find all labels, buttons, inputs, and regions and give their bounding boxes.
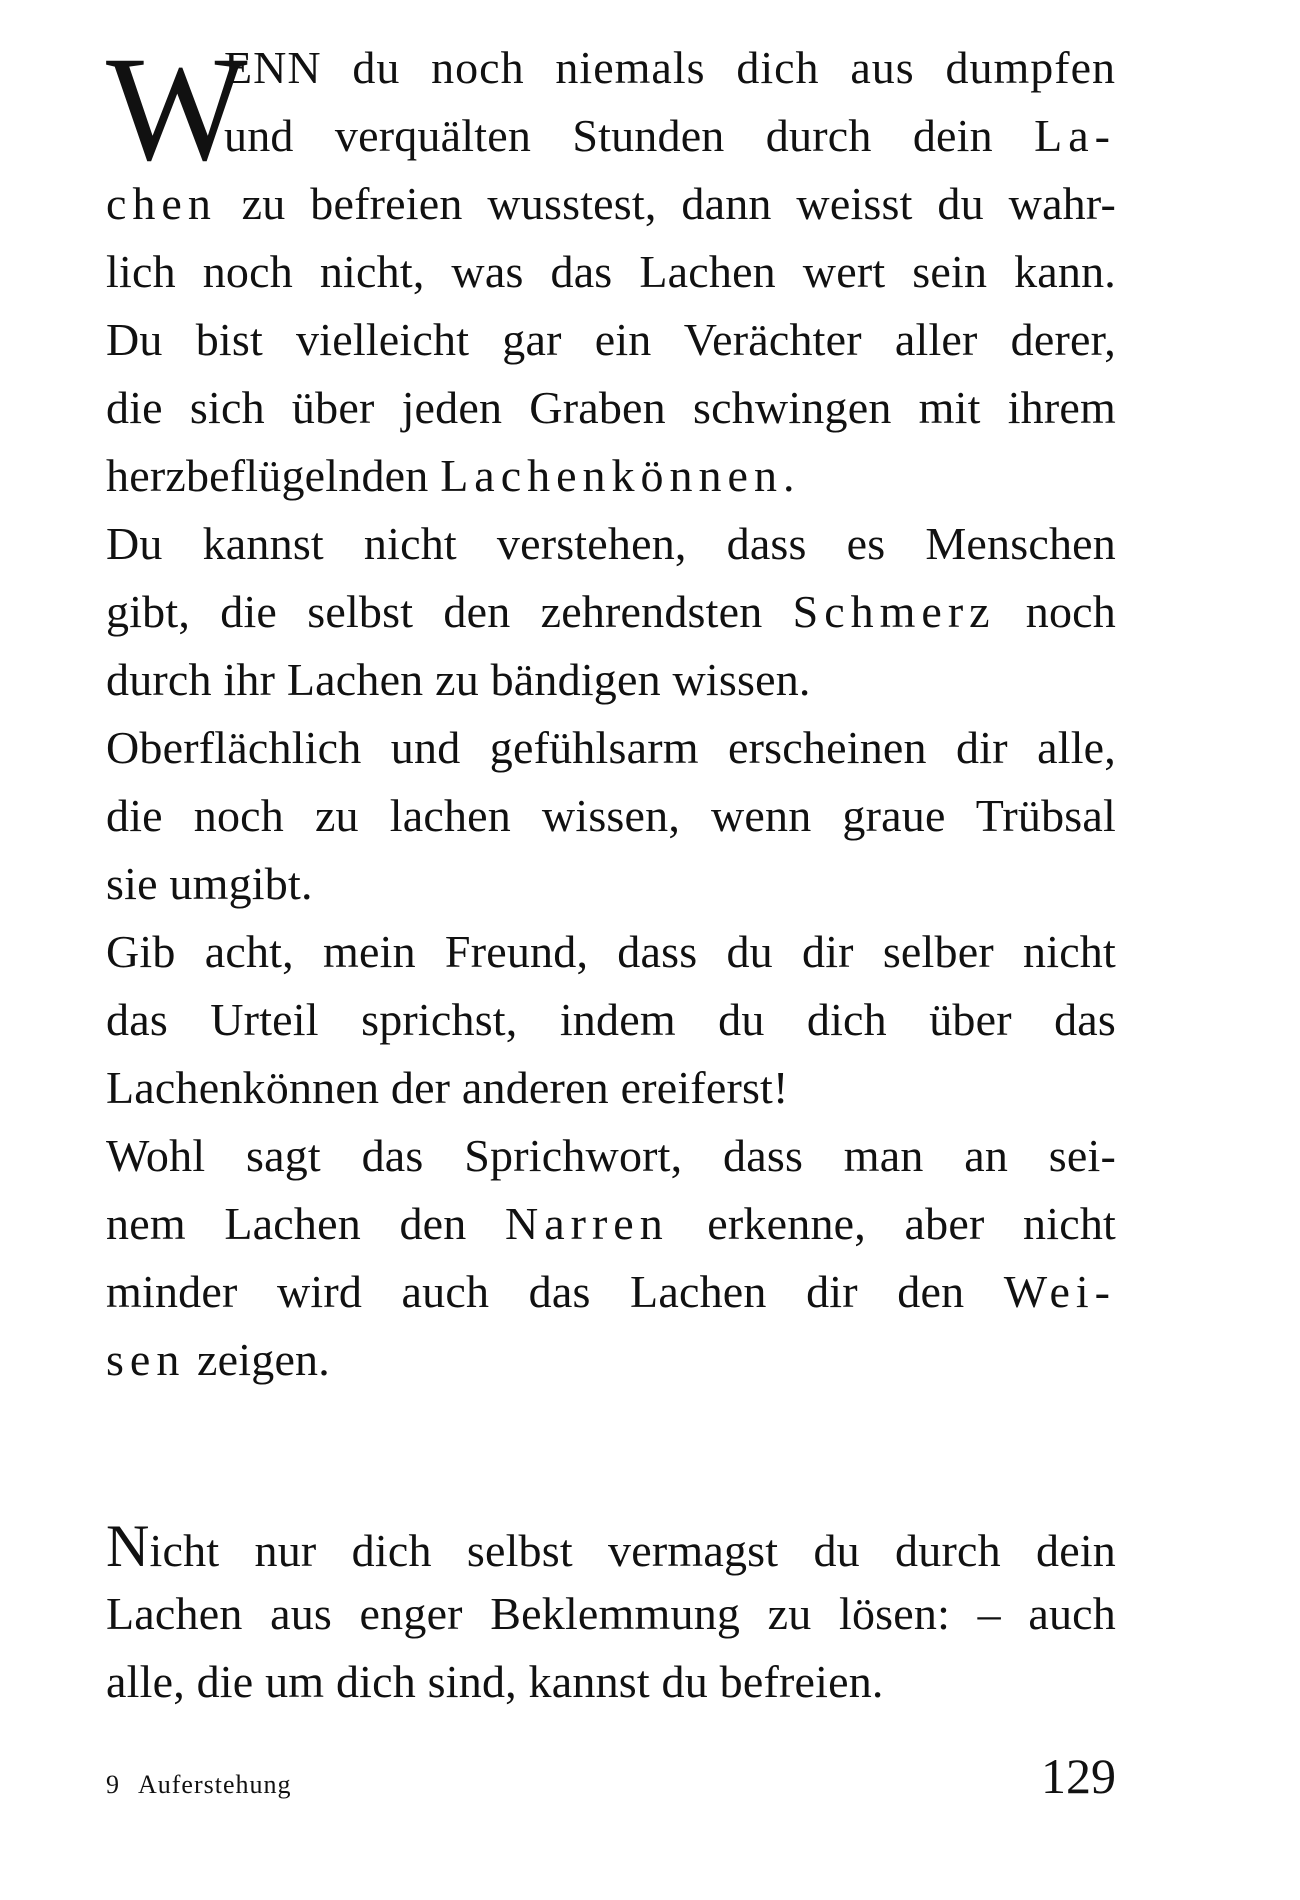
text-line: sen zeigen. [106,1334,330,1385]
spaced-text: Narren [505,1198,669,1249]
signature-mark [106,1768,292,1802]
spaced-text: La- [1034,110,1116,161]
paragraph-1 [106,26,1116,510]
text-line: Gib acht, mein Freund, dass du dir selber nicht [106,926,1116,977]
paragraph-2 [106,510,1116,714]
text-line: ENN du noch niemals dich aus dumpfen [224,42,1116,93]
spaced-text: chen [106,178,217,229]
paragraph-6 [106,1512,1116,1716]
text-line: lich noch nicht, was das Lachen wert sein kann. [106,246,1116,297]
spaced-text: sen [106,1334,186,1385]
text-line: Oberflächlich und gefühlsarm erscheinen dir alle, [106,722,1116,773]
text-line: Nicht nur dich selbst vermagst du durch dein [106,1513,1116,1579]
text-line: Lachenkönnen der anderen ereiferst! [106,1062,789,1113]
text-line: das Urteil sprichst, indem du dich über das [106,994,1116,1045]
text-line: nem Lachen den Narren erkenne, aber nicht [106,1198,1116,1249]
spaced-text: Lachenkönnen. [440,450,801,501]
text-line: minder wird auch das Lachen dir den Wei- [106,1266,1116,1317]
spaced-text: Wei- [1003,1266,1116,1317]
text-line: Lachen aus enger Beklemmung zu lösen: – auch [106,1588,1116,1639]
paragraph-initial: N [106,1513,150,1579]
text-line: Du kannst nicht verstehen, dass es Menschen [106,518,1116,569]
text-line: durch ihr Lachen zu bändigen wissen. [106,654,811,705]
text-line: und verquälten Stunden durch dein La- [224,110,1116,161]
paragraph-3 [106,714,1116,918]
text-line: chen zu befreien wusstest, dann weisst du wahr- [106,178,1116,229]
paragraph-5 [106,1122,1116,1394]
drop-cap-initial: W [106,26,246,192]
text-line: die noch zu lachen wissen, wenn graue Trübsal [106,790,1116,841]
text-line: Wohl sagt das Sprichwort, dass man an sei- [106,1130,1116,1181]
text-line: gibt, die selbst den zehrendsten Schmerz noch [106,586,1116,637]
paragraph-4 [106,918,1116,1122]
text-line: sie umgibt. [106,858,313,909]
signature-number: 9 [106,1770,120,1799]
spaced-text: Schmerz [792,586,996,637]
text-line: die sich über jeden Graben schwingen mit ihrem [106,382,1116,433]
signature-title: Auferstehung [138,1770,292,1799]
text-line: herzbeflügelnden Lachenkönnen. [106,450,801,501]
text-line: alle, die um dich sind, kannst du befreien. [106,1656,884,1707]
text-line: Du bist vielleicht gar ein Verächter aller derer, [106,314,1116,365]
page-number: 129 [1041,1748,1116,1804]
